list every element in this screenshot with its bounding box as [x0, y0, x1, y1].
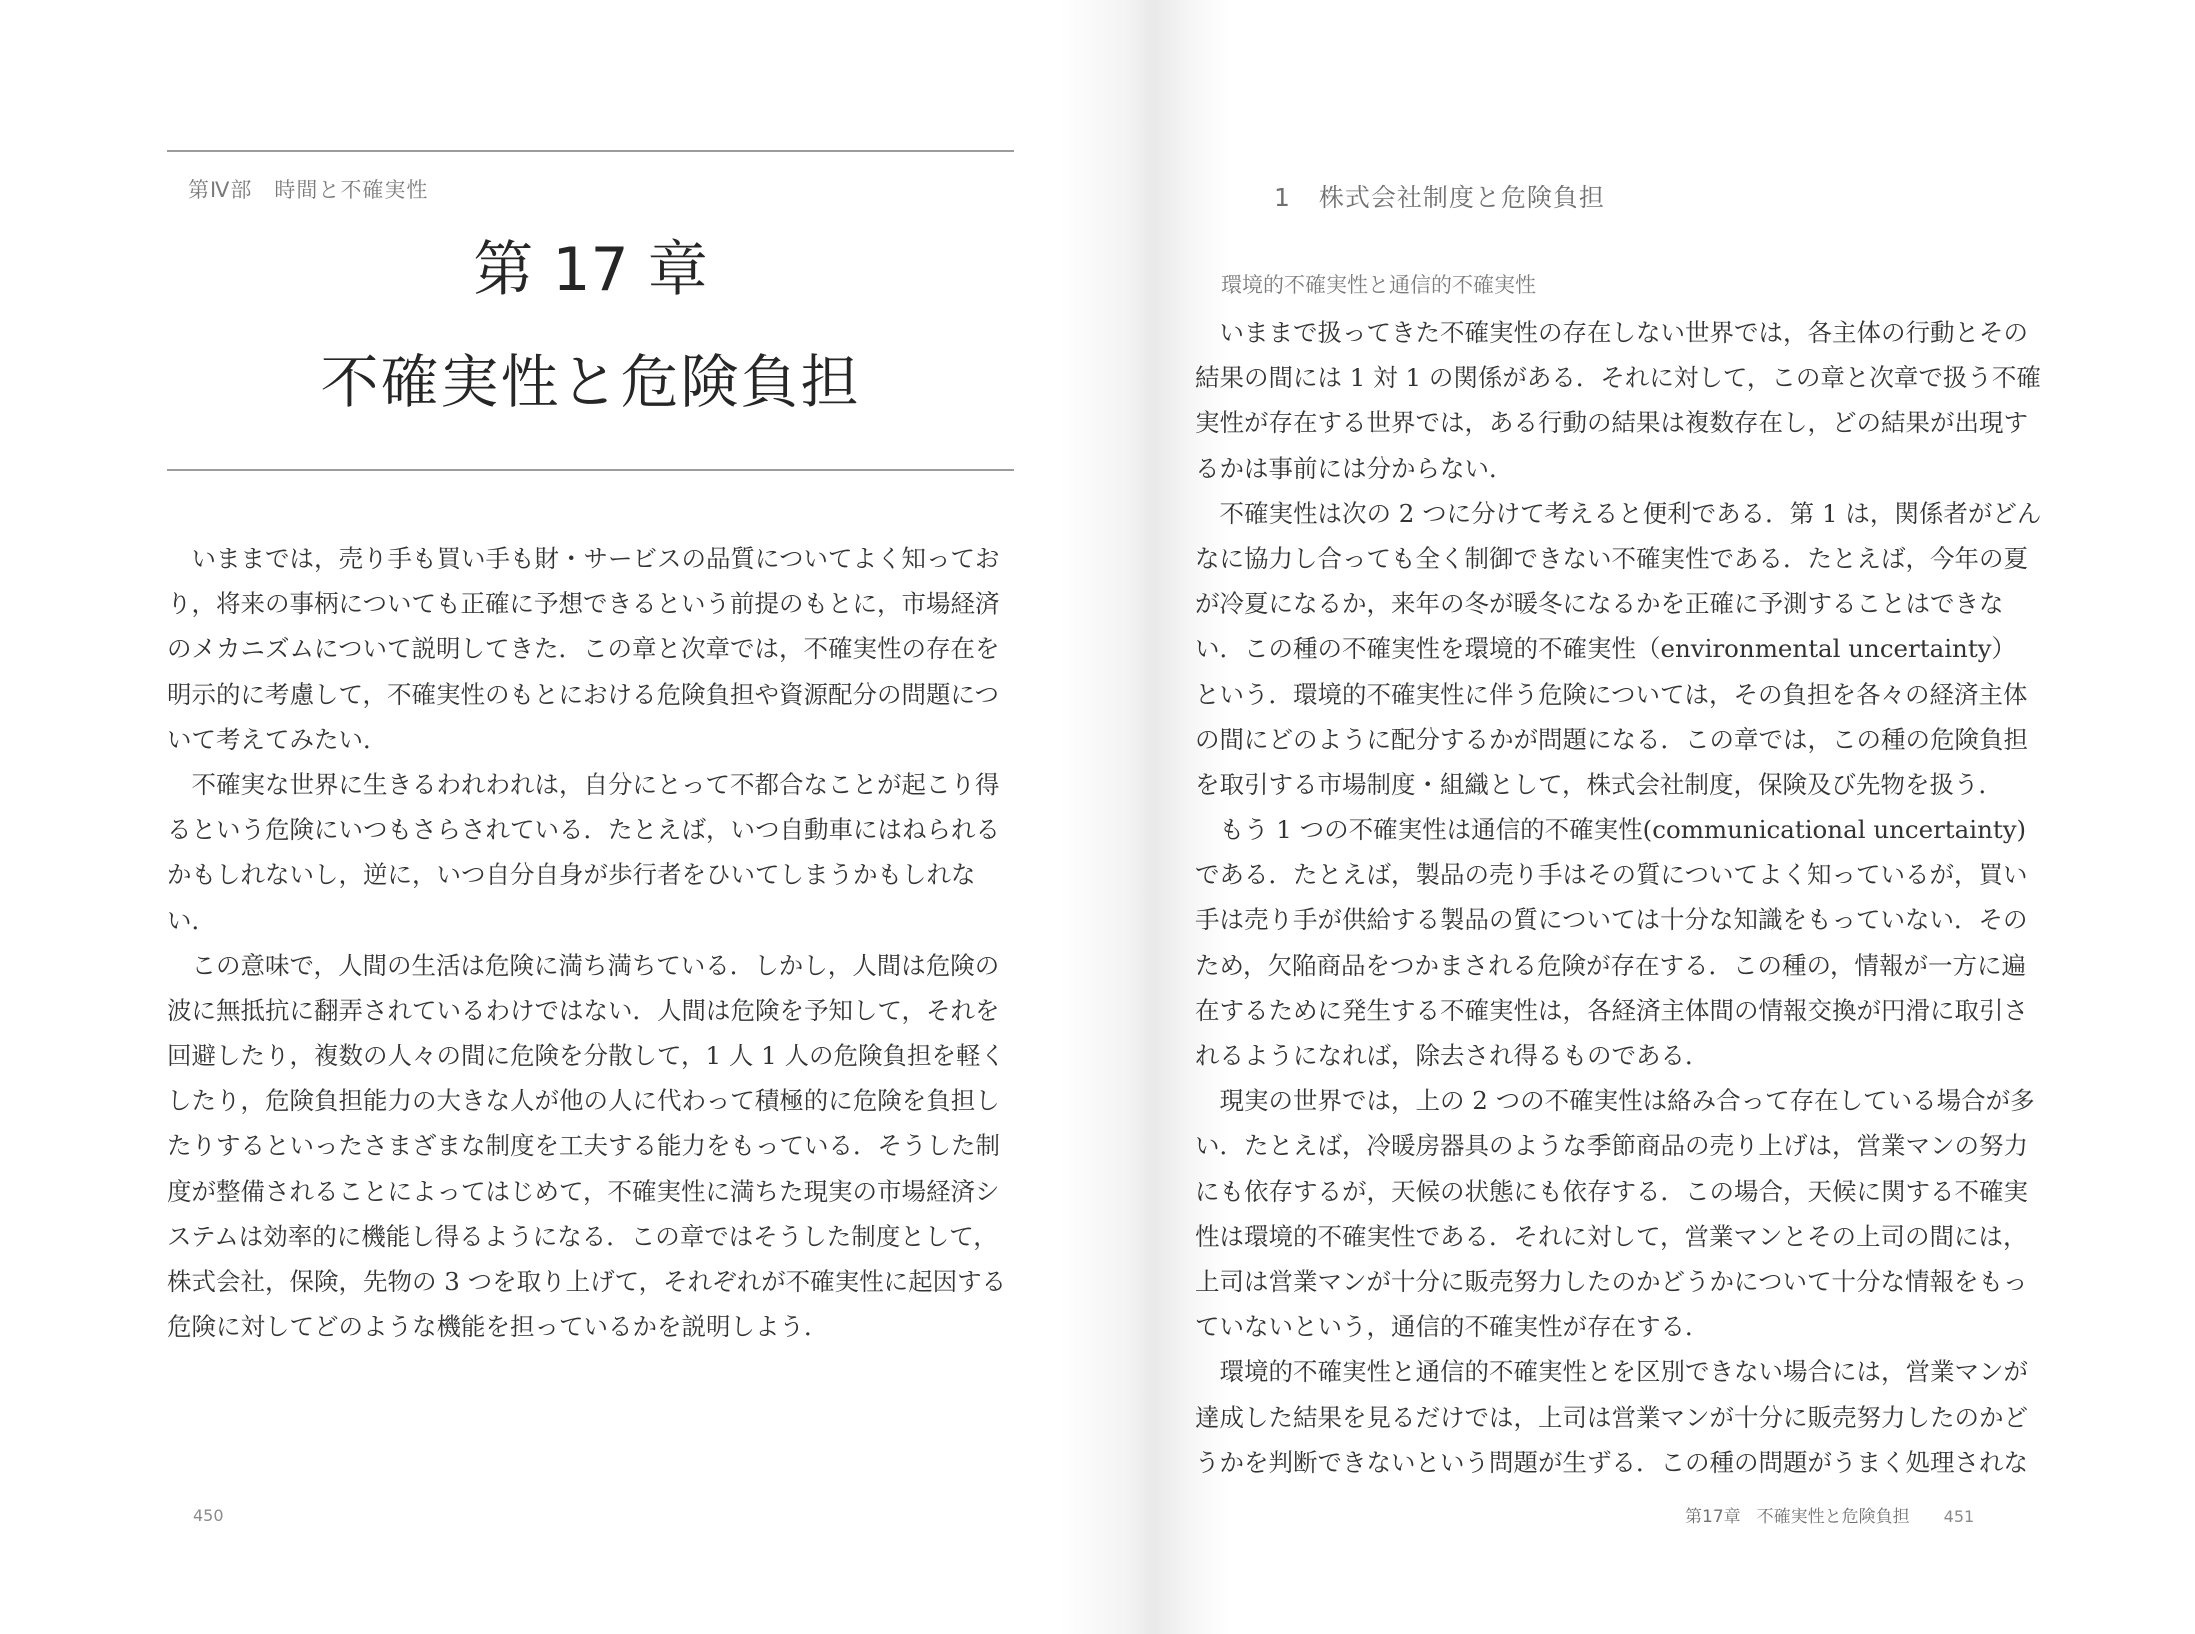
text-line: 度が整備されることによってはじめて，不確実性に満ちた現実の市場経済シ — [167, 1176, 1000, 1206]
left-page — [0, 0, 1097, 1634]
text-line: のメカニズムについて説明してきた．この章と次章では，不確実性の存在を — [167, 634, 1000, 664]
text-line: の間にどのように配分するかが問題になる．この章では，この種の危険負担 — [1195, 724, 2028, 754]
text-line: るかは事前には分からない． — [1195, 453, 1514, 483]
subsection-title: 環境的不確実性と通信的不確実性 — [1221, 273, 1536, 297]
text-line: 危険に対してどのような機能を担っているかを説明しよう． — [167, 1312, 829, 1342]
text-line: り，将来の事柄についても正確に予想できるという前提のもとに，市場経済 — [167, 589, 1000, 619]
text-line: い．たとえば，冷暖房器具のような季節商品の売り上げは，営業マンの努力 — [1195, 1131, 2028, 1161]
text-line: 不確実な世界に生きるわれわれは，自分にとって不都合なことが起こり得 — [167, 769, 1000, 799]
text-line: いて考えてみたい． — [167, 724, 388, 754]
text-line: を取引する市場制度・組織として，株式会社制度，保険及び先物を扱う． — [1195, 769, 2004, 799]
text-line: 現実の世界では，上の 2 つの不確実性は絡み合って存在している場合が多 — [1195, 1086, 2035, 1116]
text-line: 上司は営業マンが十分に販売努力したのかどうかについて十分な情報をもっ — [1195, 1266, 2028, 1296]
text-line: れるようになれば，除去され得るものである． — [1195, 1041, 1710, 1070]
text-line: もう 1 つの不確実性は通信的不確実性(communicational uncertainty) — [1195, 815, 2027, 845]
text-line: 株式会社，保険，先物の 3 つを取り上げて，それぞれが不確実性に起因する — [167, 1267, 1007, 1296]
page-number: 451 — [1943, 1507, 1975, 1526]
text-line: 回避したり，複数の人々の間に危険を分散して，1 人 1 人の危険負担を軽く — [167, 1041, 1006, 1071]
text-line: 在するために発生する不確実性は，各経済主体間の情報交換が円滑に取引さ — [1195, 995, 2028, 1025]
text-line: にも依存するが，天候の状態にも依存する．この場合，天候に関する不確実 — [1195, 1176, 2028, 1206]
text-line: が冷夏になるか，来年の冬が暖冬になるかを正確に予測することはできな — [1195, 589, 2004, 619]
text-line: うかを判断できないという問題が生ずる．この種の問題がうまく処理されな — [1195, 1447, 2028, 1477]
text-line: ため，欠陥商品をつかまされる危険が存在する．この種の，情報が一方に遍 — [1195, 950, 2027, 980]
text-line: いままでは，売り手も買い手も財・サービスの品質についてよく知ってお — [167, 544, 1000, 573]
text-line: い． — [167, 905, 216, 935]
right-body-text — [1195, 310, 2055, 1485]
chapter-title: 不確実性と危険負担 — [320, 348, 861, 416]
text-line: 結果の間には 1 対 1 の関係がある．それに対して，この章と次章で扱う不確 — [1195, 363, 2041, 393]
text-line: ステムは効率的に機能し得るようになる．この章ではそうした制度として， — [167, 1221, 998, 1251]
section-number: 1 — [1274, 183, 1291, 212]
text-line: かもしれないし，逆に，いつ自分自身が歩行者をひいてしまうかもしれな — [167, 860, 976, 890]
text-line: である．たとえば，製品の売り手はその質についてよく知っているが，買い — [1195, 860, 2028, 890]
section-title-text: 株式会社制度と危険負担 — [1318, 183, 1605, 212]
text-line: 実性が存在する世界では，ある行動の結果は複数存在し，どの結果が出現す — [1195, 408, 2028, 438]
left-body-text — [167, 536, 1017, 1349]
text-line: ていないという，通信的不確実性が存在する． — [1195, 1312, 1710, 1342]
text-line: 環境的不確実性と通信的不確実性とを区別できない場合には，営業マンが — [1195, 1357, 2028, 1387]
text-line: るという危険にいつもさらされている．たとえば，いつ自動車にはねられる — [167, 815, 1000, 845]
part-label: 第Ⅳ部 時間と不確実性 — [188, 178, 429, 202]
right-page — [1097, 0, 2195, 1634]
section-title — [1274, 178, 1605, 214]
text-line: 不確実性は次の 2 つに分けて考えると便利である．第 1 は，関係者がどん — [1195, 498, 2042, 528]
text-line: 波に無抵抗に翻弄されているわけではない．人間は危険を予知して，それを — [167, 995, 1000, 1025]
text-line: なに協力し合っても全く制御できない不確実性である．たとえば，今年の夏 — [1195, 543, 2028, 573]
running-footer — [1685, 1502, 1974, 1527]
chapter-number: 第 17 章 — [473, 235, 708, 305]
bottom-rule — [167, 469, 1014, 471]
text-line: 達成した結果を見るだけでは，上司は営業マンが十分に販売努力したのかど — [1195, 1402, 2028, 1432]
text-line: たりするといったさまざまな制度を工夫する能力をもっている．そうした制 — [167, 1131, 1000, 1161]
text-line: 明示的に考慮して，不確実性のもとにおける危険負担や資源配分の問題につ — [167, 679, 1000, 709]
text-line: い．この種の不確実性を環境的不確実性（environmental uncertainty） — [1195, 634, 2017, 664]
text-line: この意味で，人間の生活は危険に満ち満ちている．しかし，人間は危険の — [167, 950, 1000, 980]
text-line: 性は環境的不確実性である．それに対して，営業マンとその上司の間には， — [1195, 1221, 2028, 1251]
page-number: 450 — [193, 1506, 224, 1525]
footer-title: 不確実性と危険負担 — [1756, 1507, 1910, 1527]
text-line: という．環境的不確実性に伴う危険については，その負担を各々の経済主体 — [1195, 679, 2028, 709]
footer-chapter: 第17章 — [1685, 1507, 1741, 1527]
text-line: いままで扱ってきた不確実性の存在しない世界では，各主体の行動とその — [1195, 318, 2028, 347]
text-line: したり，危険負担能力の大きな人が他の人に代わって積極的に危険を負担し — [167, 1086, 1000, 1116]
top-rule — [167, 150, 1014, 152]
text-line: 手は売り手が供給する製品の質については十分な知識をもっていない．その — [1195, 905, 2028, 935]
